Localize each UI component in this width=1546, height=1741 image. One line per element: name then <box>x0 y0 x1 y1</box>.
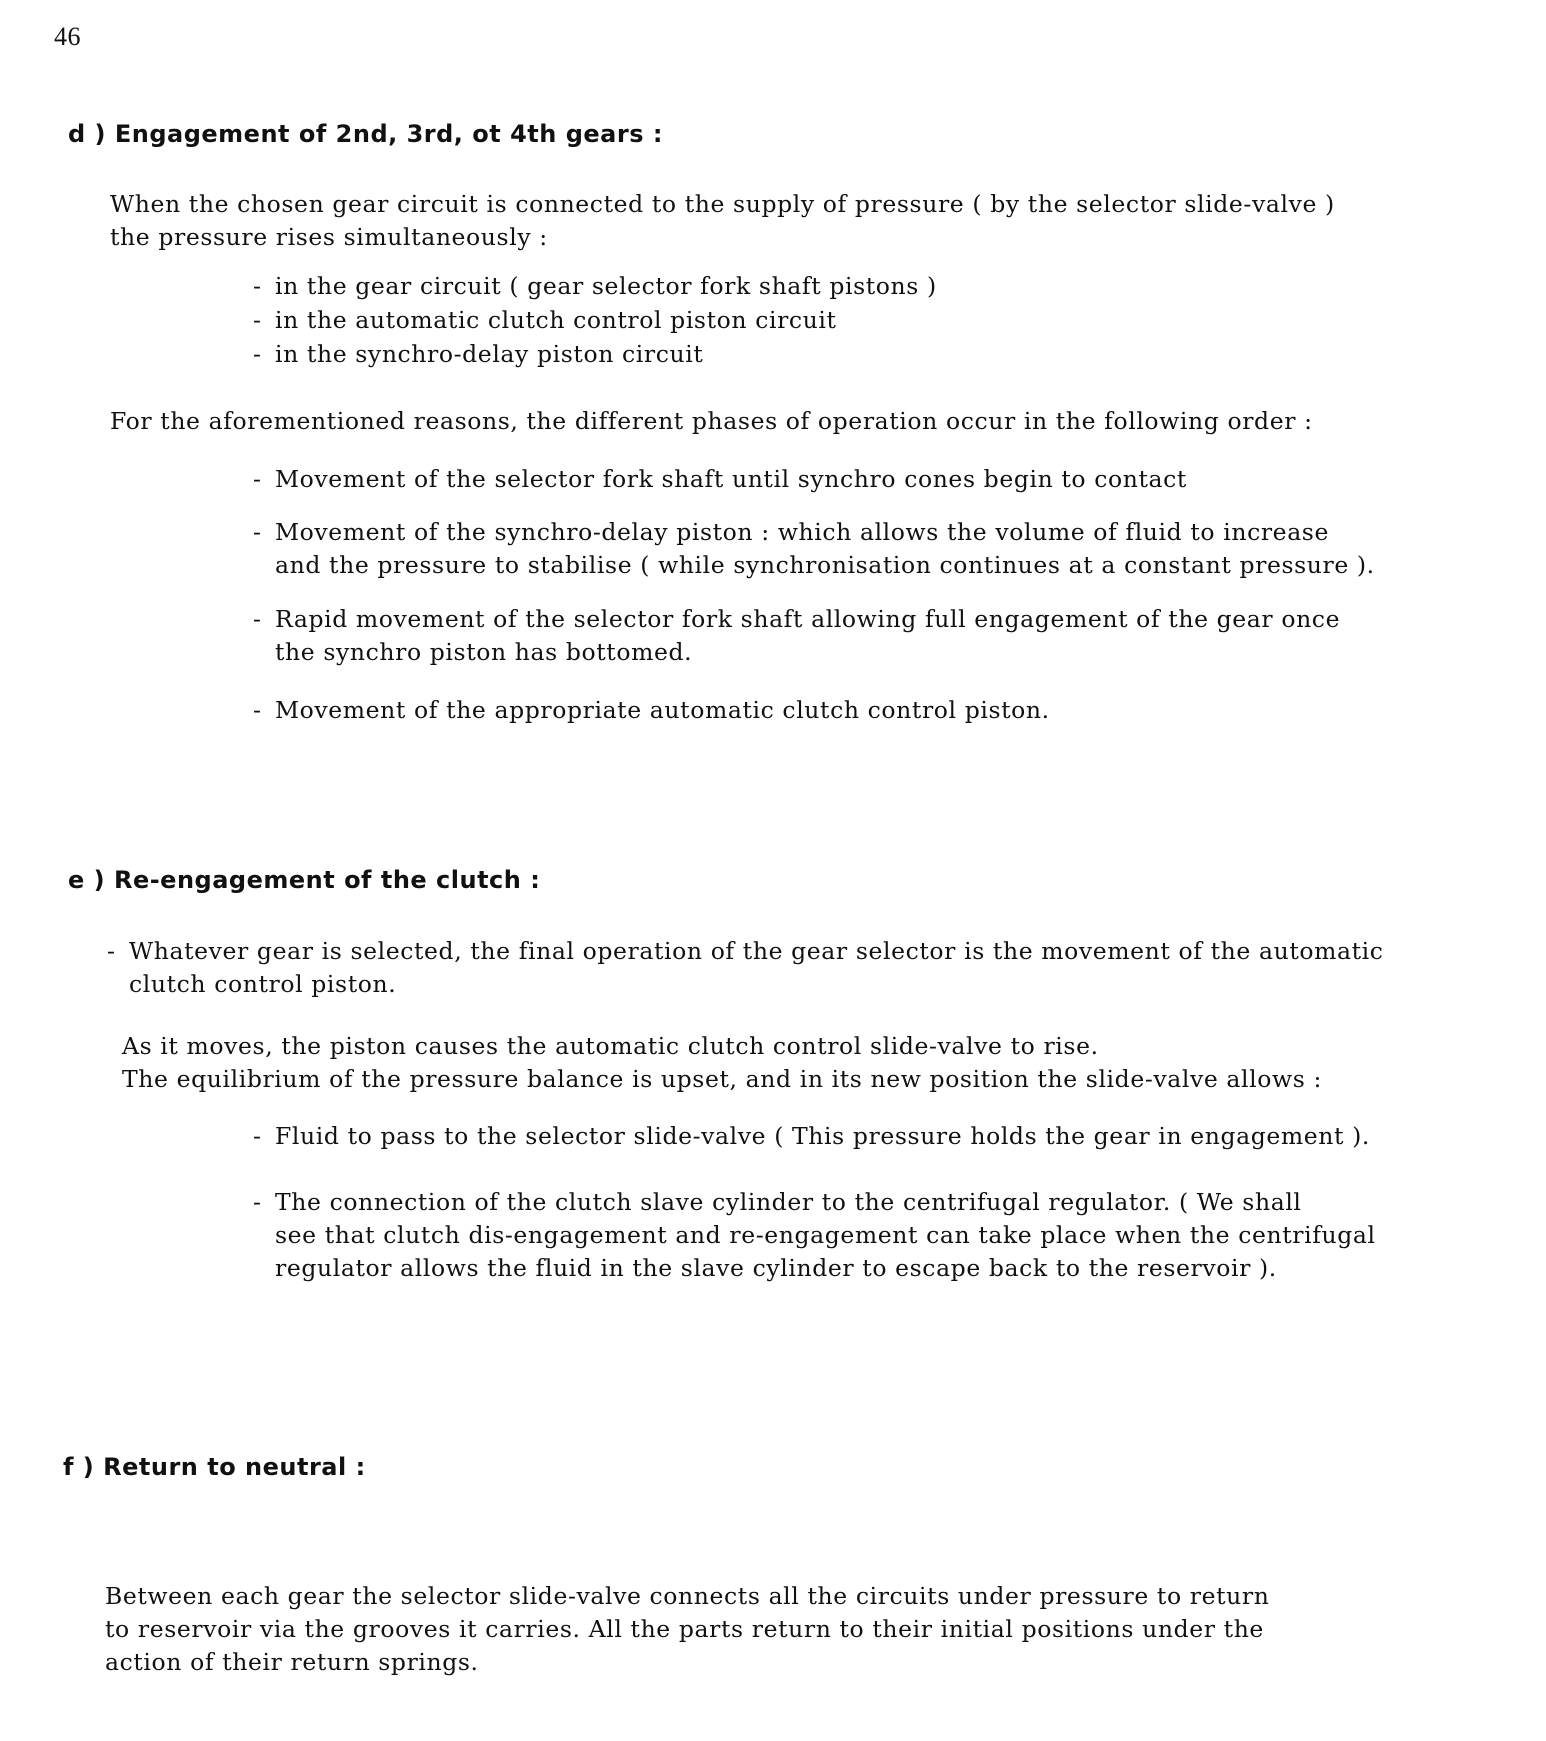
list-dash: - <box>253 696 262 724</box>
list-dash: - <box>253 1188 262 1216</box>
phase-item-text: Movement of the synchro-delay piston : which allows the volume of fluid to increase <box>275 518 1329 546</box>
page-number: 46 <box>54 22 81 51</box>
list-dash: - <box>253 340 262 368</box>
section-f-paragraph-line-3: action of their return springs. <box>105 1648 479 1676</box>
allows-item-text: Fluid to pass to the selector slide-valve ( This pressure holds the gear in engagement ). <box>275 1122 1370 1150</box>
section-d-intro-line-1: When the chosen gear circuit is connected to the supply of pressure ( by the selector slide-valve ) <box>110 190 1335 218</box>
list-dash: - <box>253 465 262 493</box>
list-dash: - <box>253 605 262 633</box>
section-e-paragraph-line-2: The equilibrium of the pressure balance is upset, and in its new position the slide-valve allows : <box>122 1065 1322 1093</box>
section-d-intro-line-2: the pressure rises simultaneously : <box>110 223 548 251</box>
section-e-heading: e ) Re-engagement of the clutch : <box>68 866 541 894</box>
allows-item <box>253 1120 1370 1153</box>
allows-item <box>253 1186 1376 1285</box>
section-d-heading: d ) Engagement of 2nd, 3rd, ot 4th gears : <box>68 120 663 148</box>
section-f-heading: f ) Return to neutral : <box>63 1453 366 1481</box>
phase-item-continuation: the synchro piston has bottomed. <box>275 638 693 666</box>
phase-item <box>253 603 1340 669</box>
list-item-continuation: clutch control piston. <box>129 970 397 998</box>
list-item-text: in the synchro-delay piston circuit <box>275 340 704 368</box>
section-e-first-item <box>107 935 1384 1001</box>
list-dash: - <box>253 272 262 300</box>
phase-item <box>253 694 1050 727</box>
pressure-list-item <box>253 270 937 303</box>
pressure-list-item <box>253 338 703 371</box>
list-item-text: Whatever gear is selected, the final operation of the gear selector is the movement of the automatic <box>129 937 1384 965</box>
section-f-paragraph-line-1: Between each gear the selector slide-valve connects all the circuits under pressure to return <box>105 1582 1270 1610</box>
section-d-intro <box>110 188 1335 254</box>
list-item-text: in the gear circuit ( gear selector fork shaft pistons ) <box>275 272 937 300</box>
phase-item-text: Rapid movement of the selector fork shaft allowing full engagement of the gear once <box>275 605 1341 633</box>
section-e-paragraph <box>122 1030 1322 1096</box>
section-f-paragraph <box>105 1580 1269 1679</box>
section-d-order-intro: For the aforementioned reasons, the different phases of operation occur in the following order : <box>110 407 1313 435</box>
allows-item-text: The connection of the clutch slave cylinder to the centrifugal regulator. ( We shall <box>275 1188 1302 1216</box>
phase-item <box>253 463 1187 496</box>
pressure-list-item <box>253 304 837 337</box>
phase-item-text: Movement of the appropriate automatic clutch control piston. <box>275 696 1050 724</box>
phase-item-text: Movement of the selector fork shaft until synchro cones begin to contact <box>275 465 1187 493</box>
list-dash: - <box>253 1122 262 1150</box>
allows-item-continuation: regulator allows the fluid in the slave cylinder to escape back to the reservoir ). <box>275 1254 1277 1282</box>
list-dash: - <box>253 306 262 334</box>
allows-item-continuation: see that clutch dis-engagement and re-engagement can take place when the centrifugal <box>275 1221 1376 1249</box>
section-f-paragraph-line-2: to reservoir via the grooves it carries. All the parts return to their initial positions under the <box>105 1615 1264 1643</box>
list-item-text: in the automatic clutch control piston circuit <box>275 306 837 334</box>
list-dash: - <box>107 937 116 965</box>
list-dash: - <box>253 518 262 546</box>
phase-item-continuation: and the pressure to stabilise ( while synchronisation continues at a constant pressure ). <box>275 551 1375 579</box>
phase-item <box>253 516 1375 582</box>
section-e-paragraph-line-1: As it moves, the piston causes the automatic clutch control slide-valve to rise. <box>122 1032 1099 1060</box>
